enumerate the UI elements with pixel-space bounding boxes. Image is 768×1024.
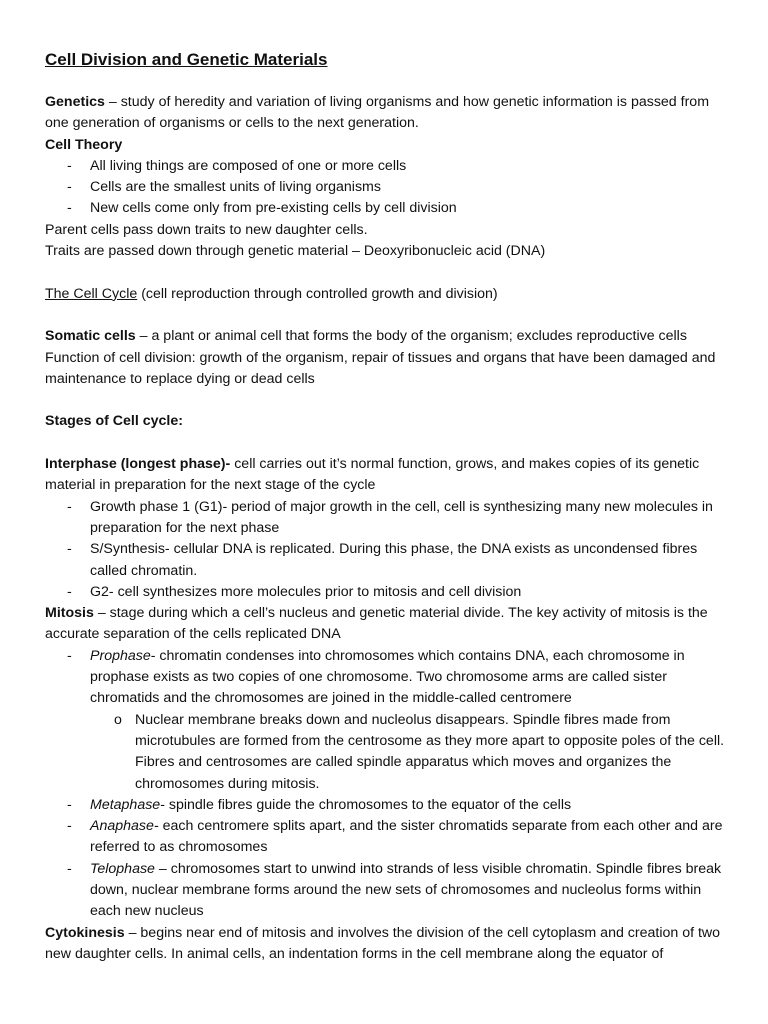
list-item: - S/Synthesis- cellular DNA is replicated. During this phase, the DNA exists as uncondensed fibres called chromatin. bbox=[45, 539, 735, 582]
genetics-paragraph bbox=[45, 92, 735, 135]
cell-theory-heading: Cell Theory bbox=[45, 136, 123, 153]
list-item: o Nuclear membrane breaks down and nucleolus disappears. Spindle fibres made from microtubules are formed from the centrosome as they more apart to opposite poles of the cell. Fibres and centrosomes are called spindle apparatus which moves and organizes the chromosomes during mitosis. bbox=[90, 710, 735, 795]
stages-heading: Stages of Cell cycle: bbox=[45, 413, 183, 430]
anaphase-definition: each centromere splits apart, and the sister chromatids separate from each other and are referred to as chromosomes bbox=[90, 818, 723, 856]
anaphase-item bbox=[45, 816, 735, 859]
cytokinesis-definition: – begins near end of mitosis and involves the division of the cell cytoplasm and creation of two new daughter cells. In animal cells, an indentation forms in the cell membrane along the equator of bbox=[45, 924, 721, 962]
telophase-item bbox=[45, 859, 735, 923]
list-item: - New cells come only from pre-existing cells by cell division bbox=[45, 198, 735, 219]
metaphase-term: Metaphase bbox=[90, 796, 161, 813]
somatic-paragraph bbox=[45, 326, 735, 347]
mitosis-term: Mitosis bbox=[45, 605, 94, 622]
prophase-definition: - chromatin condenses into chromosomes which contains DNA, each chromosome in prophase exists as two copies of one chromosome. Two chromosome arms are called sister chromatids and the chromosomes are joined in the middle-called centromere bbox=[90, 647, 685, 707]
cytokinesis-term: Cytokinesis bbox=[45, 924, 125, 941]
somatic-term: Somatic cells bbox=[45, 328, 136, 345]
mitosis-phase-list bbox=[45, 646, 735, 923]
cell-division-function: Function of cell division: growth of the organism, repair of tissues and organs that have been damaged and maintenance to replace dying or dead cells bbox=[45, 349, 716, 387]
interphase-term: Interphase (longest phase)- bbox=[45, 456, 231, 473]
prophase-sub-list bbox=[90, 710, 735, 795]
prophase-item bbox=[45, 646, 735, 795]
list-item: - Growth phase 1 (G1)- period of major growth in the cell, cell is synthesizing many new molecules in preparation for the next phase bbox=[45, 497, 735, 540]
mitosis-definition: – stage during which a cell’s nucleus and genetic material divide. The key activity of mitosis is the accurate separation of the cells replicated DNA bbox=[45, 605, 708, 643]
document-page bbox=[45, 48, 735, 965]
anaphase-term: Anaphase- bbox=[90, 818, 159, 835]
prophase-term: Prophase bbox=[90, 647, 151, 664]
list-item: - Cells are the smallest units of living organisms bbox=[45, 177, 735, 198]
somatic-definition: – a plant or animal cell that forms the body of the organism; excludes reproductive cells bbox=[135, 328, 687, 345]
genetics-term: Genetics bbox=[45, 94, 105, 110]
telophase-term: Telophase bbox=[90, 860, 155, 877]
interphase-paragraph bbox=[45, 454, 735, 497]
interphase-definition: cell carries out it’s normal function, grows, and makes copies of its genetic material in preparation for the next stage of the cycle bbox=[45, 456, 700, 494]
list-item: - G2- cell synthesizes more molecules prior to mitosis and cell division bbox=[45, 582, 735, 603]
cell-cycle-paragraph bbox=[45, 284, 735, 305]
telophase-definition: – chromosomes start to unwind into strands of less visible chromatin. Spindle fibres break down, nuclear membrane forms around the new sets of chromosomes and nucleolus forms within each new nucleus bbox=[90, 860, 722, 920]
cell-theory-list bbox=[45, 156, 735, 220]
cell-cycle-definition: (cell reproduction through controlled growth and division) bbox=[137, 285, 498, 302]
page-title: Cell Division and Genetic Materials bbox=[45, 50, 328, 69]
cell-theory-note: Parent cells pass down traits to new daughter cells. bbox=[45, 221, 368, 238]
cell-theory-note: Traits are passed down through genetic material – Deoxyribonucleic acid (DNA) bbox=[45, 243, 546, 260]
list-item: - All living things are composed of one or more cells bbox=[45, 156, 735, 177]
interphase-list bbox=[45, 497, 735, 603]
genetics-definition: – study of heredity and variation of living organisms and how genetic information is passed from one generation of organisms or cells to the next generation. bbox=[45, 94, 710, 132]
mitosis-paragraph bbox=[45, 603, 735, 646]
cytokinesis-paragraph bbox=[45, 923, 735, 966]
metaphase-item bbox=[45, 795, 735, 816]
cell-cycle-heading: The Cell Cycle bbox=[45, 285, 138, 302]
metaphase-definition: - spindle fibres guide the chromosomes to the equator of the cells bbox=[160, 796, 572, 813]
